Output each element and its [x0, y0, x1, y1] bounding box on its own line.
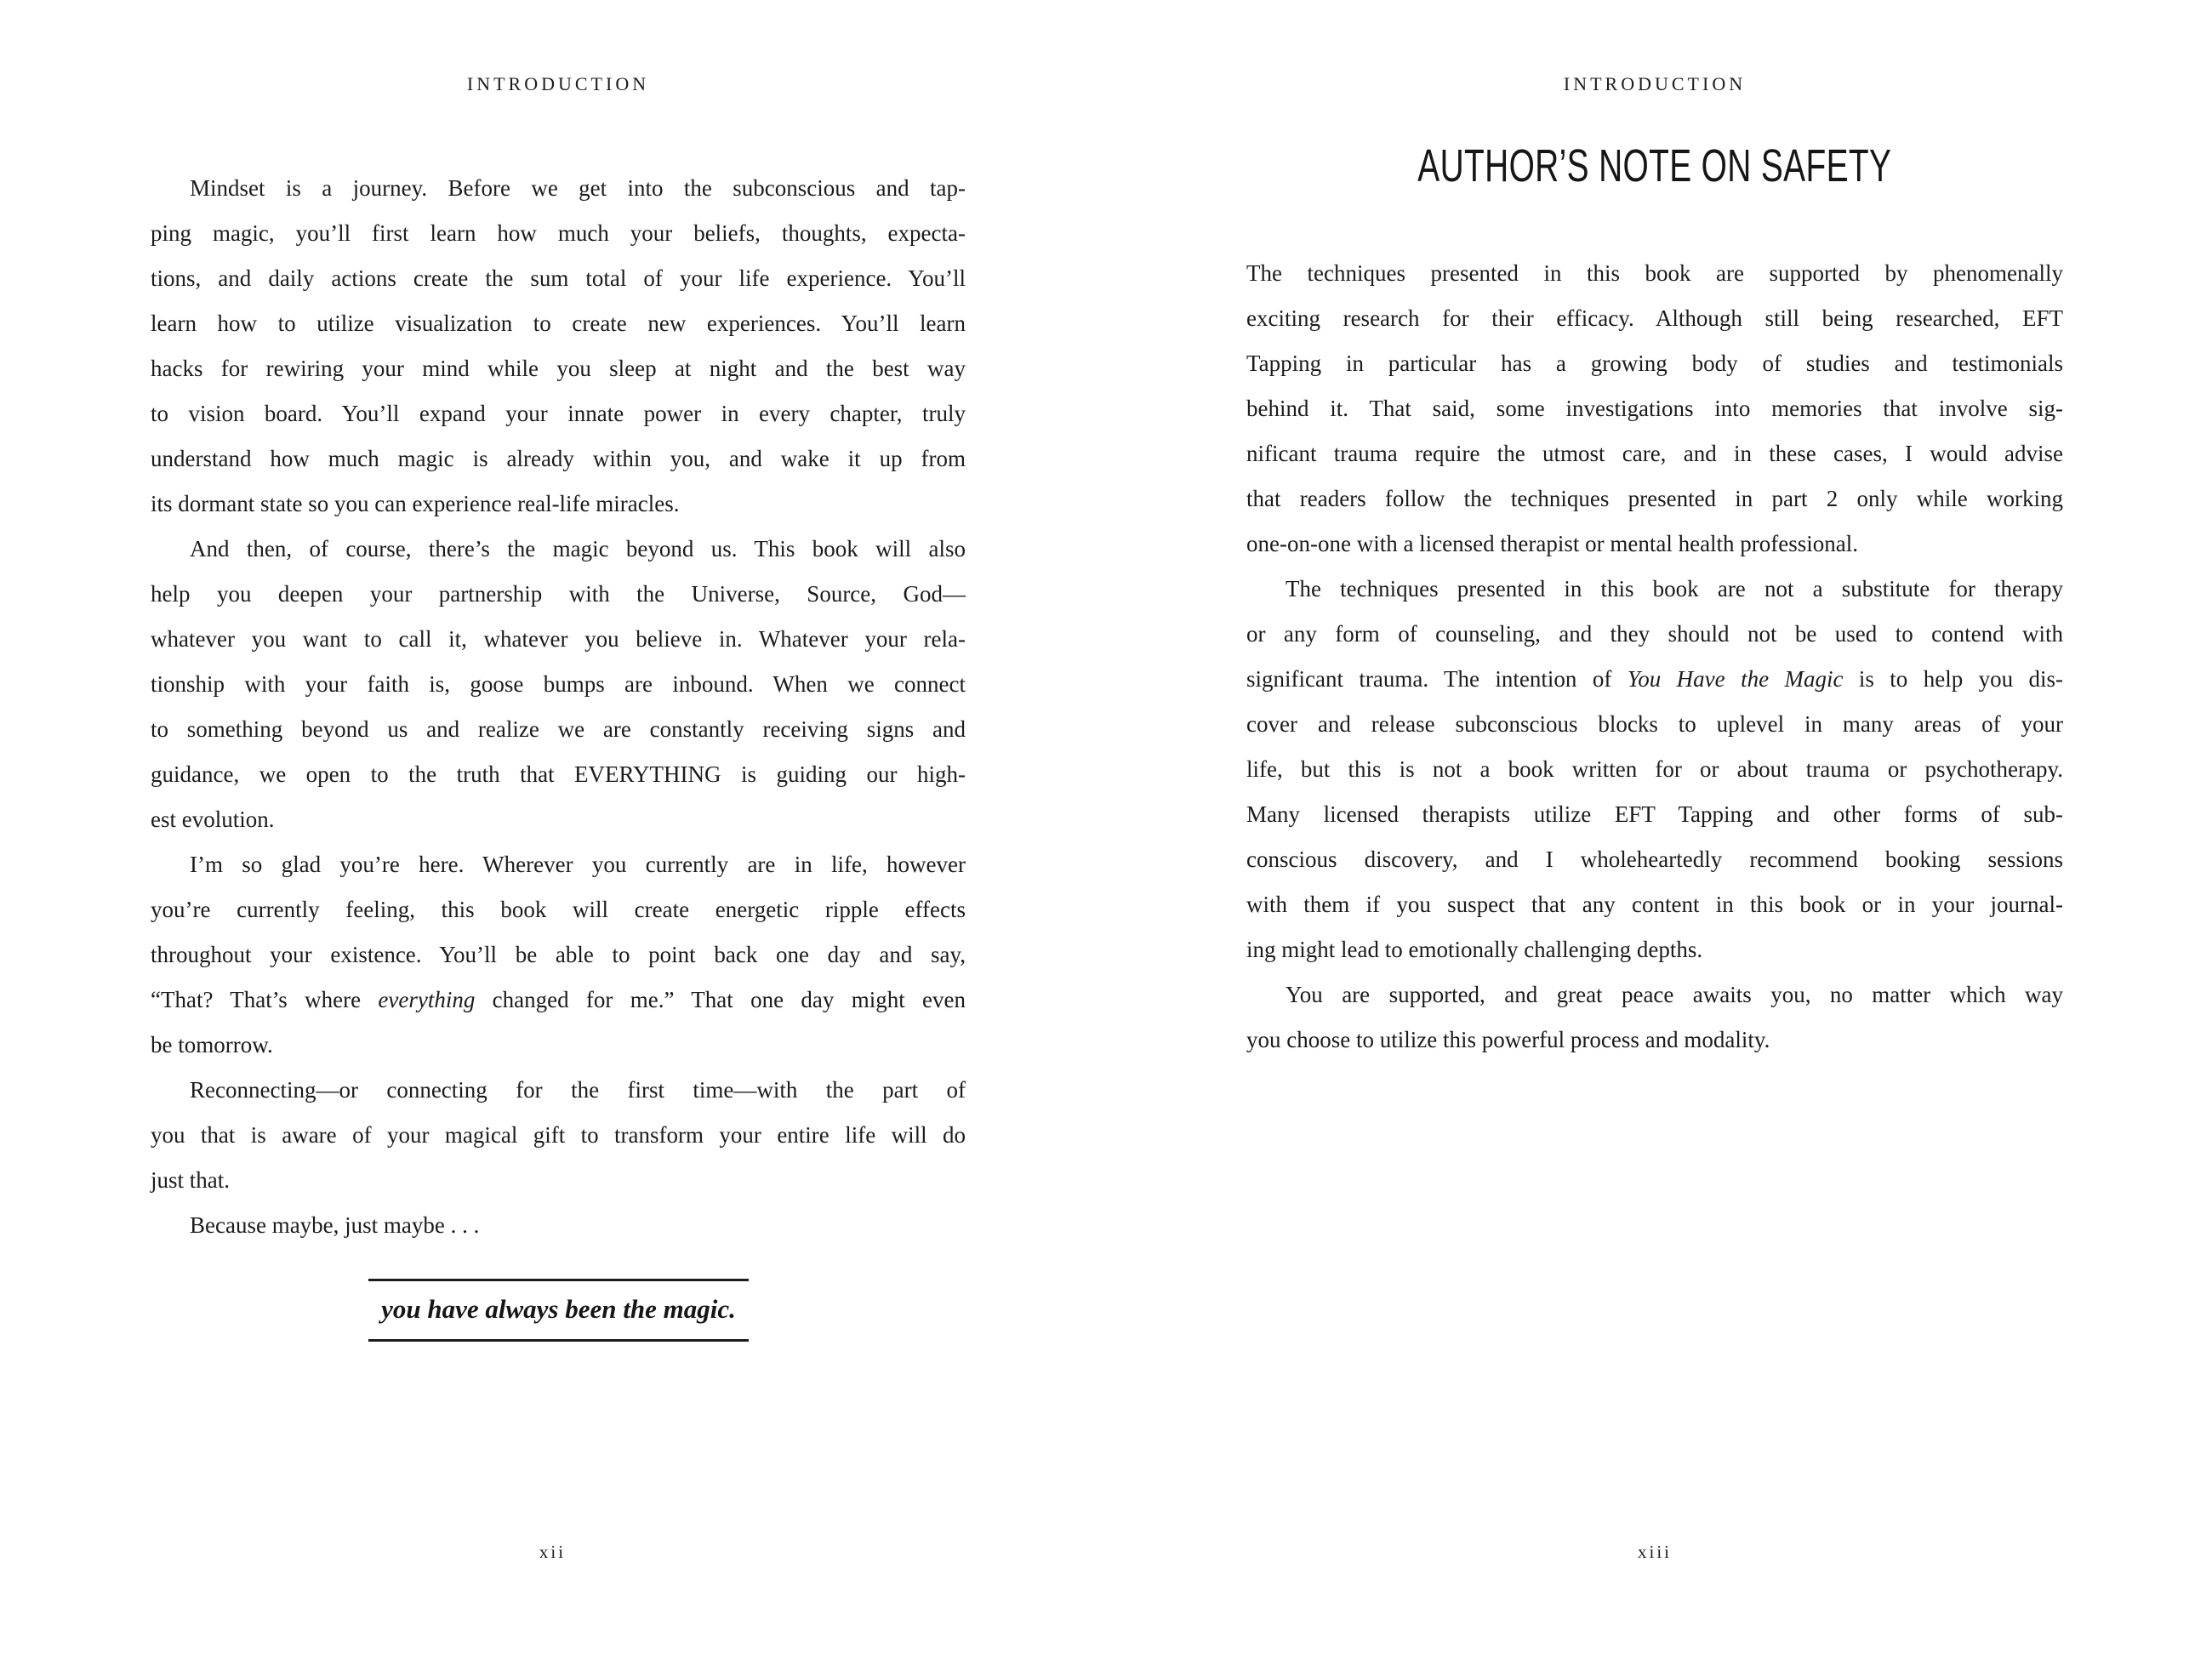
page-number-right: xiii: [1637, 1542, 1672, 1562]
text-line: ing might lead to emotionally challenging depths.: [1246, 937, 1703, 962]
text-line: The techniques presented in this book are not a substitute for therapy: [1286, 576, 2063, 601]
text-line: to something beyond us and realize we are constantly receiving signs and: [151, 716, 966, 742]
paragraph: [151, 842, 966, 1068]
text-line: with them if you suspect that any content in this book or in your journal-: [1246, 892, 2063, 917]
text-line: “That? That’s where everything changed for me.” That one day might even: [151, 987, 966, 1012]
running-head-right: INTRODUCTION: [1563, 73, 1747, 94]
running-head-left: INTRODUCTION: [466, 73, 650, 94]
text-line: nificant trauma require the utmost care, and in these cases, I would advise: [1246, 441, 2063, 466]
text-line: guidance, we open to the truth that EVERYTHING is guiding our high-: [151, 761, 966, 787]
text-line: be tomorrow.: [151, 1032, 273, 1058]
text-line: one-on-one with a licensed therapist or mental health professional.: [1246, 531, 1859, 556]
text-line: Mindset is a journey. Before we get into the subconscious and tap-: [190, 175, 966, 201]
text-line: You are supported, and great peace awaits you, no matter which way: [1286, 982, 2063, 1007]
text-line: life, but this is not a book written for or about trauma or psychotherapy.: [1246, 756, 2063, 782]
paragraph: [1246, 567, 2063, 972]
text-line: est evolution.: [151, 807, 275, 832]
section-title: [1246, 140, 2063, 191]
text-line: conscious discovery, and I wholeheartedly recommend booking sessions: [1246, 847, 2063, 872]
pull-quote: [368, 1279, 749, 1342]
paragraph: [151, 527, 966, 842]
paragraph: [151, 1068, 966, 1203]
text-line: you that is aware of your magical gift to transform your entire life will do: [151, 1122, 966, 1148]
italic-text: You Have the Magic: [1627, 666, 1844, 692]
text-line: significant trauma. The intention of You Have the Magic is to help you dis-: [1246, 666, 2064, 692]
text-line: you choose to utilize this powerful process and modality.: [1246, 1027, 1770, 1052]
right-page: [1106, 0, 2212, 1659]
section-title-text: AUTHOR’S NOTE ON SAFETY: [1417, 140, 1892, 191]
body-text-left: [151, 166, 966, 1248]
text-line: you’re currently feeling, this book will create energetic ripple effects: [151, 897, 966, 922]
text-line: behind it. That said, some investigations into memories that involve sig-: [1246, 396, 2063, 421]
page-number-left: xii: [539, 1542, 567, 1562]
text-line: its dormant state so you can experience real-life miracles.: [151, 491, 680, 516]
paragraph: [1246, 251, 2063, 567]
text-line: exciting research for their efficacy. Although still being researched, EFT: [1246, 305, 2063, 331]
text-line: ping magic, you’ll first learn how much your beliefs, thoughts, expecta-: [151, 220, 966, 246]
text-line: cover and release subconscious blocks to uplevel in many areas of your: [1246, 711, 2063, 737]
text-line: I’m so glad you’re here. Wherever you currently are in life, however: [190, 852, 966, 877]
text-line: Because maybe, just maybe . . .: [190, 1212, 480, 1238]
text-line: tions, and daily actions create the sum total of your life experience. You’ll: [151, 265, 966, 291]
text-line: or any form of counseling, and they should not be used to contend with: [1246, 621, 2063, 647]
text-line: And then, of course, there’s the magic beyond us. This book will also: [190, 536, 966, 562]
paragraph: [151, 166, 966, 527]
italic-text: everything: [378, 987, 476, 1012]
text-line: understand how much magic is already within you, and wake it up from: [151, 446, 966, 471]
text-line: throughout your existence. You’ll be able to point back one day and say,: [151, 942, 966, 967]
text-line: Many licensed therapists utilize EFT Tapping and other forms of sub-: [1246, 801, 2063, 827]
body-text-right: [1246, 251, 2063, 1063]
text-line: Reconnecting—or connecting for the first time—with the part of: [190, 1077, 966, 1103]
text-line: The techniques presented in this book are supported by phenomenally: [1246, 260, 2063, 286]
text-line: just that.: [151, 1167, 230, 1193]
paragraph: [1246, 972, 2063, 1063]
text-line: help you deepen your partnership with the Universe, Source, God—: [151, 581, 966, 607]
text-line: tionship with your faith is, goose bumps are inbound. When we connect: [151, 671, 966, 697]
text-line: that readers follow the techniques presented in part 2 only while working: [1246, 486, 2063, 511]
text-line: learn how to utilize visualization to create new experiences. You’ll learn: [151, 311, 966, 336]
pull-quote-text: you have always been the magic.: [381, 1294, 736, 1324]
paragraph: [151, 1203, 966, 1248]
text-line: Tapping in particular has a growing body of studies and testimonials: [1246, 351, 2063, 376]
text-line: whatever you want to call it, whatever you believe in. Whatever your rela-: [151, 626, 966, 652]
text-line: to vision board. You’ll expand your innate power in every chapter, truly: [151, 401, 966, 426]
text-line: hacks for rewiring your mind while you sleep at night and the best way: [151, 356, 966, 381]
